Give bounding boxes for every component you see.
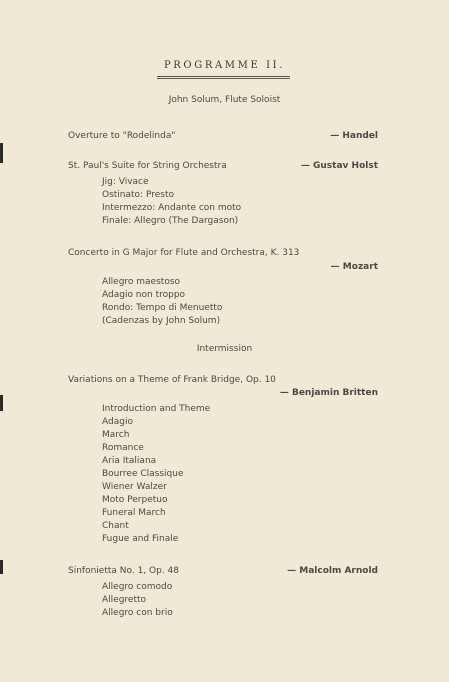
movement: March: [102, 430, 130, 440]
movement: (Cadenzas by John Solum): [102, 316, 221, 326]
movement: Finale: Allegro (The Dargason): [102, 216, 239, 226]
work-composer: — Gustav Holst: [300, 161, 378, 171]
binder-hole-mark: [0, 143, 3, 163]
movement: Moto Perpetuo: [102, 495, 168, 505]
work-composer: — Mozart: [330, 262, 378, 272]
work-title: Sinfonietta No. 1, Op. 48: [68, 566, 179, 576]
work-title: Overture to "Rodelinda": [68, 131, 176, 141]
movement: Introduction and Theme: [102, 404, 211, 414]
title-underline: [157, 78, 290, 79]
work-composer: — Benjamin Britten: [279, 388, 378, 398]
movement: Allegro con brio: [102, 608, 173, 618]
movement: Jig: Vivace: [102, 177, 149, 187]
movement: Chant: [102, 521, 129, 531]
binder-hole-mark: [0, 395, 3, 411]
work-title: St. Paul's Suite for String Orchestra: [68, 161, 227, 171]
movement: Adagio: [102, 417, 133, 427]
movement: Allegro maestoso: [102, 277, 181, 287]
movement: Wiener Walzer: [102, 482, 167, 492]
intermission-label: Intermission: [196, 344, 253, 354]
movement: Aria Italiana: [102, 456, 157, 466]
binder-hole-mark: [0, 560, 3, 574]
movement: Rondo: Tempo di Menuetto: [102, 303, 223, 313]
soloist-line: John Solum, Flute Soloist: [168, 95, 281, 105]
movement: Bourree Classique: [102, 469, 184, 479]
movement: Intermezzo: Andante con moto: [102, 203, 242, 213]
movement: Allegro comodo: [102, 582, 173, 592]
movement: Ostinato: Presto: [102, 190, 174, 200]
title-underline: [157, 76, 290, 77]
work-title: Variations on a Theme of Frank Bridge, Op. 10: [68, 375, 276, 385]
work-title: Concerto in G Major for Flute and Orchestra, K. 313: [68, 248, 300, 258]
movement: Adagio non troppo: [102, 290, 186, 300]
movement: Allegretto: [102, 595, 147, 605]
movement: Romance: [102, 443, 144, 453]
programme-title: PROGRAMME II.: [163, 60, 286, 71]
work-composer: — Malcolm Arnold: [287, 566, 378, 576]
movement: Funeral March: [102, 508, 166, 518]
work-composer: — Handel: [330, 131, 378, 141]
movement: Fugue and Finale: [102, 534, 179, 544]
